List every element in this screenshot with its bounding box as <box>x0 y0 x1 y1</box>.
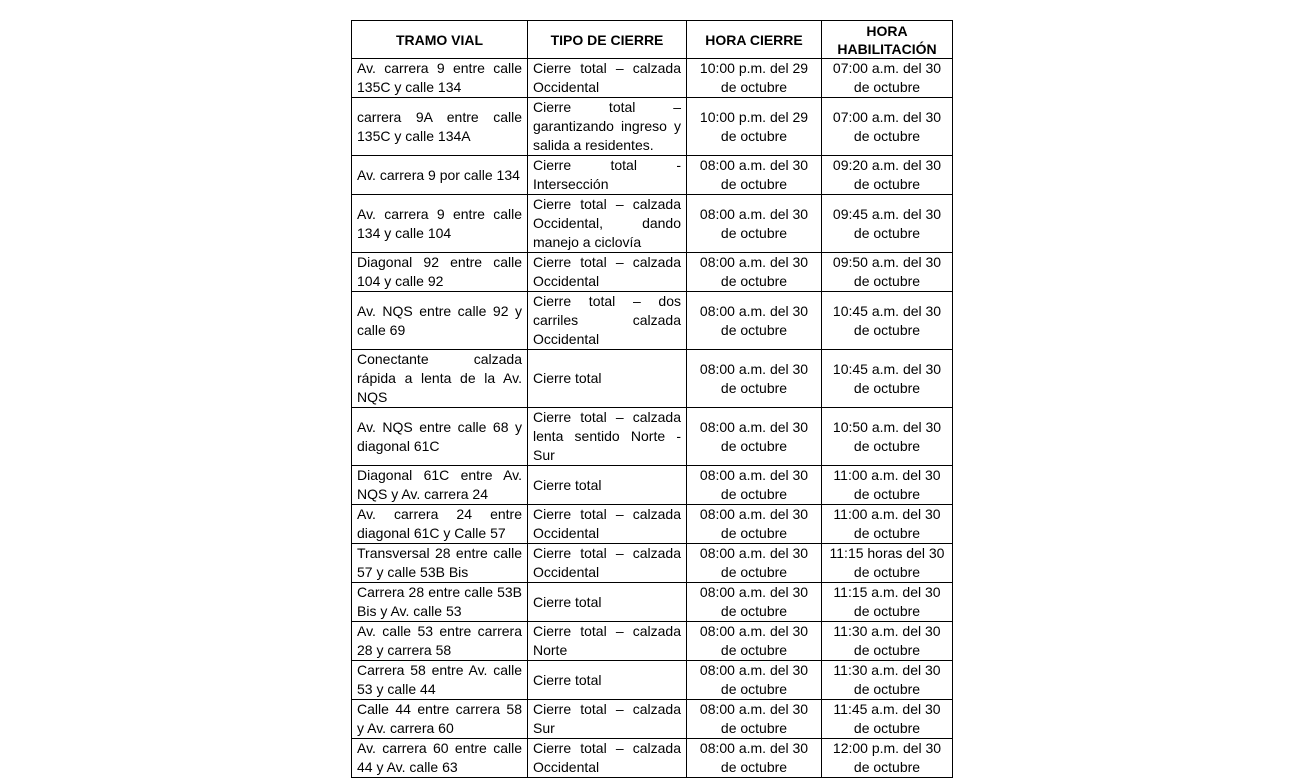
table-row <box>352 505 953 544</box>
cell-hora-cierre: 08:00 a.m. del 30 de octubre <box>687 408 822 466</box>
cell-tipo-cierre: Cierre total – garantizando ingreso y salida a residentes. <box>528 98 687 156</box>
table-row <box>352 350 953 408</box>
table-row <box>352 739 953 778</box>
cell-hora-habilitacion: 12:00 p.m. del 30 de octubre <box>822 739 953 778</box>
table-row <box>352 700 953 739</box>
cell-tipo-cierre: Cierre total – calzada Occidental <box>528 739 687 778</box>
road-closures-table <box>351 20 953 778</box>
document-page <box>351 20 953 778</box>
header-hora-habilitacion-line2: HABILITACIÓN <box>837 40 937 57</box>
table-row <box>352 98 953 156</box>
cell-hora-habilitacion: 07:00 a.m. del 30 de octubre <box>822 98 953 156</box>
cell-hora-habilitacion: 07:00 a.m. del 30 de octubre <box>822 59 953 98</box>
table-row <box>352 59 953 98</box>
cell-hora-cierre: 08:00 a.m. del 30 de octubre <box>687 253 822 292</box>
cell-tipo-cierre: Cierre total <box>528 466 687 505</box>
table-row <box>352 544 953 583</box>
header-tramo-vial: TRAMO VIAL <box>352 21 528 59</box>
cell-hora-habilitacion: 11:00 a.m. del 30 de octubre <box>822 505 953 544</box>
cell-tramo-vial: Carrera 28 entre calle 53B Bis y Av. calle 53 <box>352 583 528 622</box>
cell-tramo-vial: Av. calle 53 entre carrera 28 y carrera 58 <box>352 622 528 661</box>
table-row <box>352 466 953 505</box>
cell-hora-habilitacion: 11:30 a.m. del 30 de octubre <box>822 661 953 700</box>
table-row <box>352 253 953 292</box>
cell-tramo-vial: Av. carrera 9 por calle 134 <box>352 156 528 195</box>
cell-hora-cierre: 08:00 a.m. del 30 de octubre <box>687 156 822 195</box>
cell-tipo-cierre: Cierre total – calzada Occidental <box>528 544 687 583</box>
cell-hora-habilitacion: 11:15 a.m. del 30 de octubre <box>822 583 953 622</box>
cell-hora-habilitacion: 09:50 a.m. del 30 de octubre <box>822 253 953 292</box>
cell-tramo-vial: Diagonal 61C entre Av. NQS y Av. carrera 24 <box>352 466 528 505</box>
cell-hora-cierre: 08:00 a.m. del 30 de octubre <box>687 544 822 583</box>
cell-tramo-vial: Av. carrera 24 entre diagonal 61C y Calle 57 <box>352 505 528 544</box>
cell-tramo-vial: Av. carrera 9 entre calle 134 y calle 104 <box>352 195 528 253</box>
cell-tipo-cierre: Cierre total <box>528 350 687 408</box>
cell-hora-cierre: 08:00 a.m. del 30 de octubre <box>687 292 822 350</box>
cell-tramo-vial: Av. carrera 60 entre calle 44 y Av. calle 63 <box>352 739 528 778</box>
cell-hora-cierre: 08:00 a.m. del 30 de octubre <box>687 466 822 505</box>
header-hora-habilitacion-line1: HORA <box>866 22 908 39</box>
cell-hora-habilitacion: 10:50 a.m. del 30 de octubre <box>822 408 953 466</box>
cell-hora-cierre: 08:00 a.m. del 30 de octubre <box>687 505 822 544</box>
cell-hora-cierre: 10:00 p.m. del 29 de octubre <box>687 98 822 156</box>
cell-hora-habilitacion: 09:20 a.m. del 30 de octubre <box>822 156 953 195</box>
cell-tramo-vial: Av. NQS entre calle 68 y diagonal 61C <box>352 408 528 466</box>
cell-hora-habilitacion: 09:45 a.m. del 30 de octubre <box>822 195 953 253</box>
cell-hora-habilitacion: 10:45 a.m. del 30 de octubre <box>822 350 953 408</box>
cell-tipo-cierre: Cierre total – calzada Sur <box>528 700 687 739</box>
cell-tramo-vial: Conectante calzada rápida a lenta de la Av. NQS <box>352 350 528 408</box>
header-tipo-cierre: TIPO DE CIERRE <box>528 21 687 59</box>
cell-hora-habilitacion: 11:45 a.m. del 30 de octubre <box>822 700 953 739</box>
cell-hora-cierre: 08:00 a.m. del 30 de octubre <box>687 661 822 700</box>
cell-hora-cierre: 08:00 a.m. del 30 de octubre <box>687 739 822 778</box>
header-row <box>352 21 953 59</box>
cell-tramo-vial: Av. carrera 9 entre calle 135C y calle 134 <box>352 59 528 98</box>
cell-hora-habilitacion: 10:45 a.m. del 30 de octubre <box>822 292 953 350</box>
cell-hora-cierre: 08:00 a.m. del 30 de octubre <box>687 195 822 253</box>
cell-hora-cierre: 10:00 p.m. del 29 de octubre <box>687 59 822 98</box>
cell-hora-cierre: 08:00 a.m. del 30 de octubre <box>687 622 822 661</box>
cell-tramo-vial: Av. NQS entre calle 92 y calle 69 <box>352 292 528 350</box>
cell-hora-cierre: 08:00 a.m. del 30 de octubre <box>687 583 822 622</box>
cell-hora-habilitacion: 11:15 horas del 30 de octubre <box>822 544 953 583</box>
cell-tipo-cierre: Cierre total – calzada Occidental <box>528 253 687 292</box>
cell-tipo-cierre: Cierre total – calzada Occidental <box>528 59 687 98</box>
cell-tramo-vial: Transversal 28 entre calle 57 y calle 53B Bis <box>352 544 528 583</box>
table-row <box>352 622 953 661</box>
table-row <box>352 583 953 622</box>
header-hora-habilitacion <box>822 21 953 59</box>
cell-tipo-cierre: Cierre total – calzada Occidental, dando manejo a ciclovía <box>528 195 687 253</box>
cell-tipo-cierre: Cierre total – calzada Norte <box>528 622 687 661</box>
header-hora-cierre: HORA CIERRE <box>687 21 822 59</box>
table-row <box>352 156 953 195</box>
cell-tipo-cierre: Cierre total - Intersección <box>528 156 687 195</box>
table-row <box>352 292 953 350</box>
cell-tipo-cierre: Cierre total <box>528 661 687 700</box>
cell-hora-habilitacion: 11:30 a.m. del 30 de octubre <box>822 622 953 661</box>
cell-tipo-cierre: Cierre total – dos carriles calzada Occidental <box>528 292 687 350</box>
cell-tramo-vial: carrera 9A entre calle 135C y calle 134A <box>352 98 528 156</box>
table-header <box>352 21 953 59</box>
cell-hora-cierre: 08:00 a.m. del 30 de octubre <box>687 700 822 739</box>
table-row <box>352 661 953 700</box>
cell-hora-habilitacion: 11:00 a.m. del 30 de octubre <box>822 466 953 505</box>
table-row <box>352 408 953 466</box>
table-row <box>352 195 953 253</box>
cell-tipo-cierre: Cierre total – calzada Occidental <box>528 505 687 544</box>
table-body <box>352 59 953 778</box>
cell-tramo-vial: Calle 44 entre carrera 58 y Av. carrera 60 <box>352 700 528 739</box>
cell-tipo-cierre: Cierre total – calzada lenta sentido Norte - Sur <box>528 408 687 466</box>
cell-hora-cierre: 08:00 a.m. del 30 de octubre <box>687 350 822 408</box>
cell-tramo-vial: Carrera 58 entre Av. calle 53 y calle 44 <box>352 661 528 700</box>
cell-tramo-vial: Diagonal 92 entre calle 104 y calle 92 <box>352 253 528 292</box>
cell-tipo-cierre: Cierre total <box>528 583 687 622</box>
